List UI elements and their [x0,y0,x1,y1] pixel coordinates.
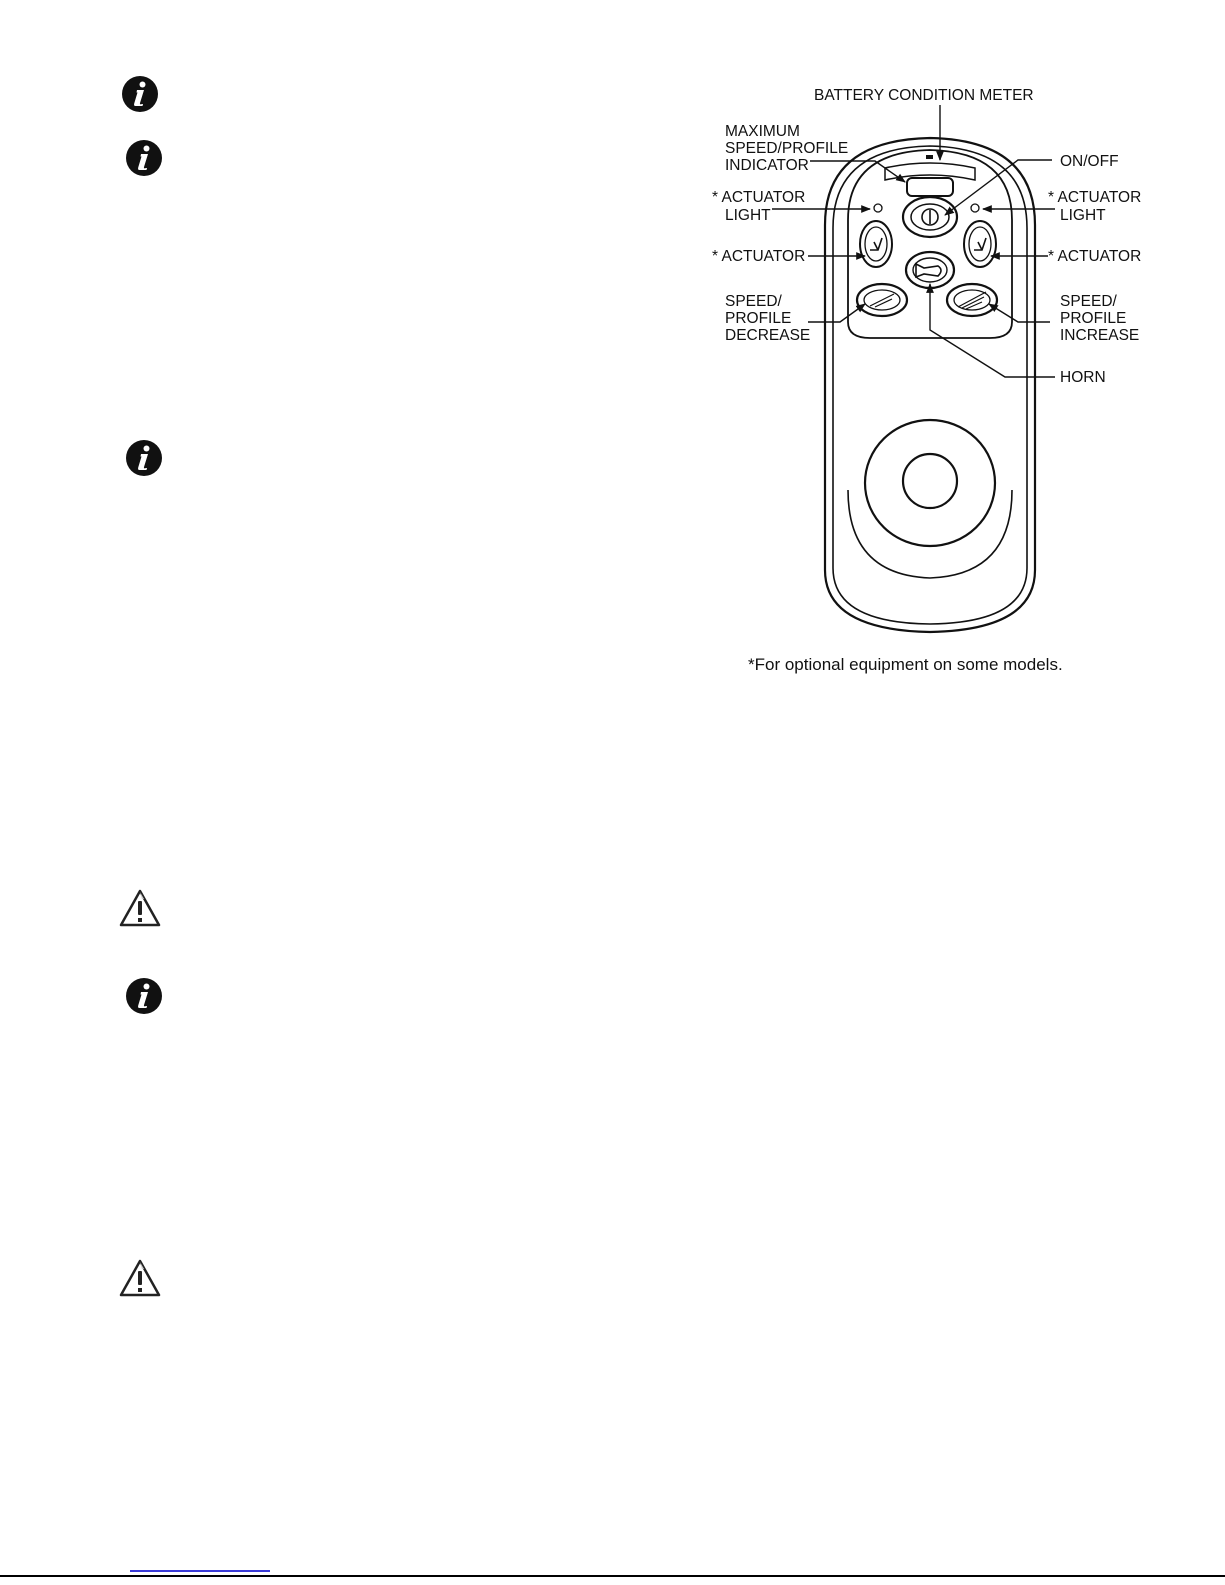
label-speed-increase-1: SPEED/ [1060,293,1117,310]
horn-button[interactable] [906,252,954,288]
speed-profile-decrease-button[interactable] [857,284,907,316]
actuator-button-left[interactable] [860,221,892,267]
label-speed-decrease-1: SPEED/ [725,293,782,310]
info-icon [124,438,164,478]
max-speed-profile-indicator [907,178,953,196]
actuator-light-left [874,204,882,212]
controller-illustration [700,70,1170,710]
actuator-light-right [971,204,979,212]
label-maximum: MAXIMUM [725,123,800,140]
warning-triangle-icon [118,1258,162,1298]
info-icon [120,74,160,114]
joystick-controller-diagram [700,70,1170,710]
joystick-knob[interactable] [903,454,957,508]
label-speed-decrease-2: PROFILE [725,310,792,327]
info-icon [124,976,164,1016]
label-speed-increase-2: PROFILE [1060,310,1127,327]
info-icon [124,138,164,178]
label-indicator: INDICATOR [725,157,809,174]
label-speed-profile: SPEED/PROFILE [725,140,849,157]
label-actuator-light-left-1: * ACTUATOR [712,189,806,206]
label-actuator-right: * ACTUATOR [1048,248,1142,265]
label-speed-decrease-3: DECREASE [725,327,811,344]
footer-link-underline[interactable] [130,1570,270,1572]
footer-rule [0,1575,1225,1577]
label-horn: HORN [1060,369,1106,386]
label-actuator-light-left-2: LIGHT [725,207,771,224]
warning-triangle-icon [118,888,162,928]
label-battery-condition-meter: BATTERY CONDITION METER [814,87,1034,104]
label-speed-increase-3: INCREASE [1060,327,1140,344]
label-actuator-light-right-2: LIGHT [1060,207,1106,224]
speed-profile-increase-button[interactable] [947,284,997,316]
label-actuator-light-right-1: * ACTUATOR [1048,189,1142,206]
diagram-caption: *For optional equipment on some models. [748,655,1063,674]
actuator-button-right[interactable] [964,221,996,267]
label-actuator-left: * ACTUATOR [712,248,806,265]
label-on-off: ON/OFF [1060,153,1119,170]
